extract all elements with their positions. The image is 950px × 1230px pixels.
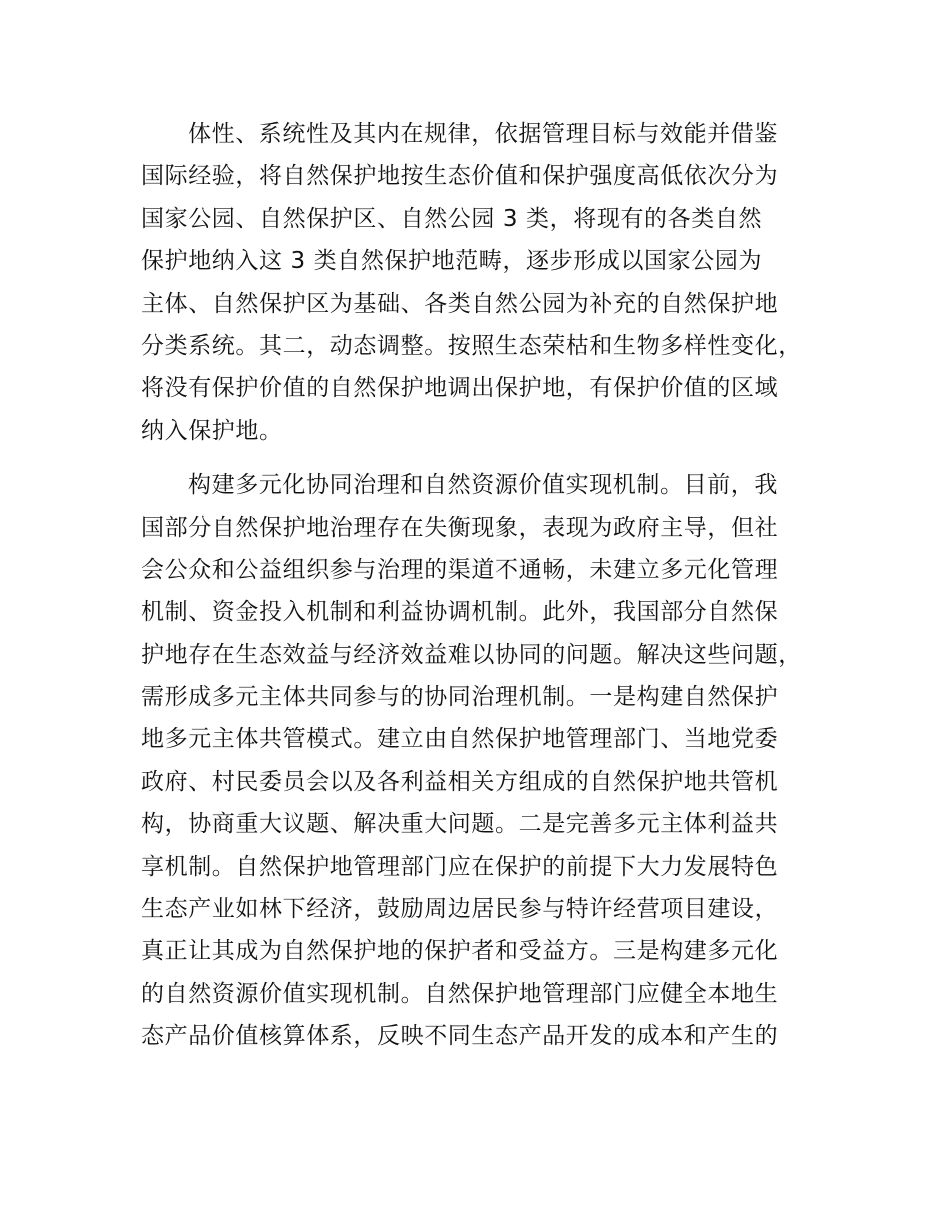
text-line: 生态产业如林下经济，鼓励周边居民参与特许经营项目建设， [141,896,779,923]
text-line: 分类系统。其二，动态调整。按照生态荣枯和生物多样性变化， [141,332,802,359]
text-line: 主体、自然保护区为基础、各类自然公园为补充的自然保护地 [141,290,779,317]
text-line: 政府、村民委员会以及各利益相关方组成的自然保护地共管机 [141,768,779,795]
text-line: 需形成多元主体共同参与的协同治理机制。一是构建自然保护 [141,684,779,711]
text-line: 保护地纳入这 3 类自然保护地范畴，逐步形成以国家公园为 [141,248,763,275]
text-line: 构，协商重大议题、解决重大问题。二是完善多元主体利益共 [141,811,779,838]
text-line: 护地存在生态效益与经济效益难以协同的问题。解决这些问题， [141,641,802,668]
text-line: 机制、资金投入机制和利益协调机制。此外，我国部分自然保 [141,599,779,626]
text-line: 国际经验，将自然保护地按生态价值和保护强度高低依次分为 [141,163,779,190]
text-line: 纳入保护地。 [141,417,283,444]
document-body [141,113,841,1058]
paragraph-2 [141,464,841,1057]
text-line: 会公众和公益组织参与治理的渠道不通畅，未建立多元化管理 [141,556,779,583]
text-line: 国部分自然保护地治理存在失衡现象，表现为政府主导，但社 [141,514,779,541]
text-line: 将没有保护价值的自然保护地调出保护地，有保护价值的区域 [141,375,779,402]
text-line: 享机制。自然保护地管理部门应在保护的前提下大力发展特色 [141,853,779,880]
text-line: 的自然资源价值实现机制。自然保护地管理部门应健全本地生 [141,980,779,1007]
text-line: 构建多元化协同治理和自然资源价值实现机制。目前，我 [188,472,778,499]
text-line: 态产品价值核算体系，反映不同生态产品开发的成本和产生的 [141,1023,779,1050]
text-line: 地多元主体共管模式。建立由自然保护地管理部门、当地党委 [141,726,779,753]
text-line: 体性、系统性及其内在规律，依据管理目标与效能并借鉴 [188,121,778,147]
paragraph-1 [141,113,841,452]
text-line: 国家公园、自然保护区、自然公园 3 类，将现有的各类自然 [141,205,763,232]
text-line: 真正让其成为自然保护地的保护者和受益方。三是构建多元化 [141,938,779,965]
